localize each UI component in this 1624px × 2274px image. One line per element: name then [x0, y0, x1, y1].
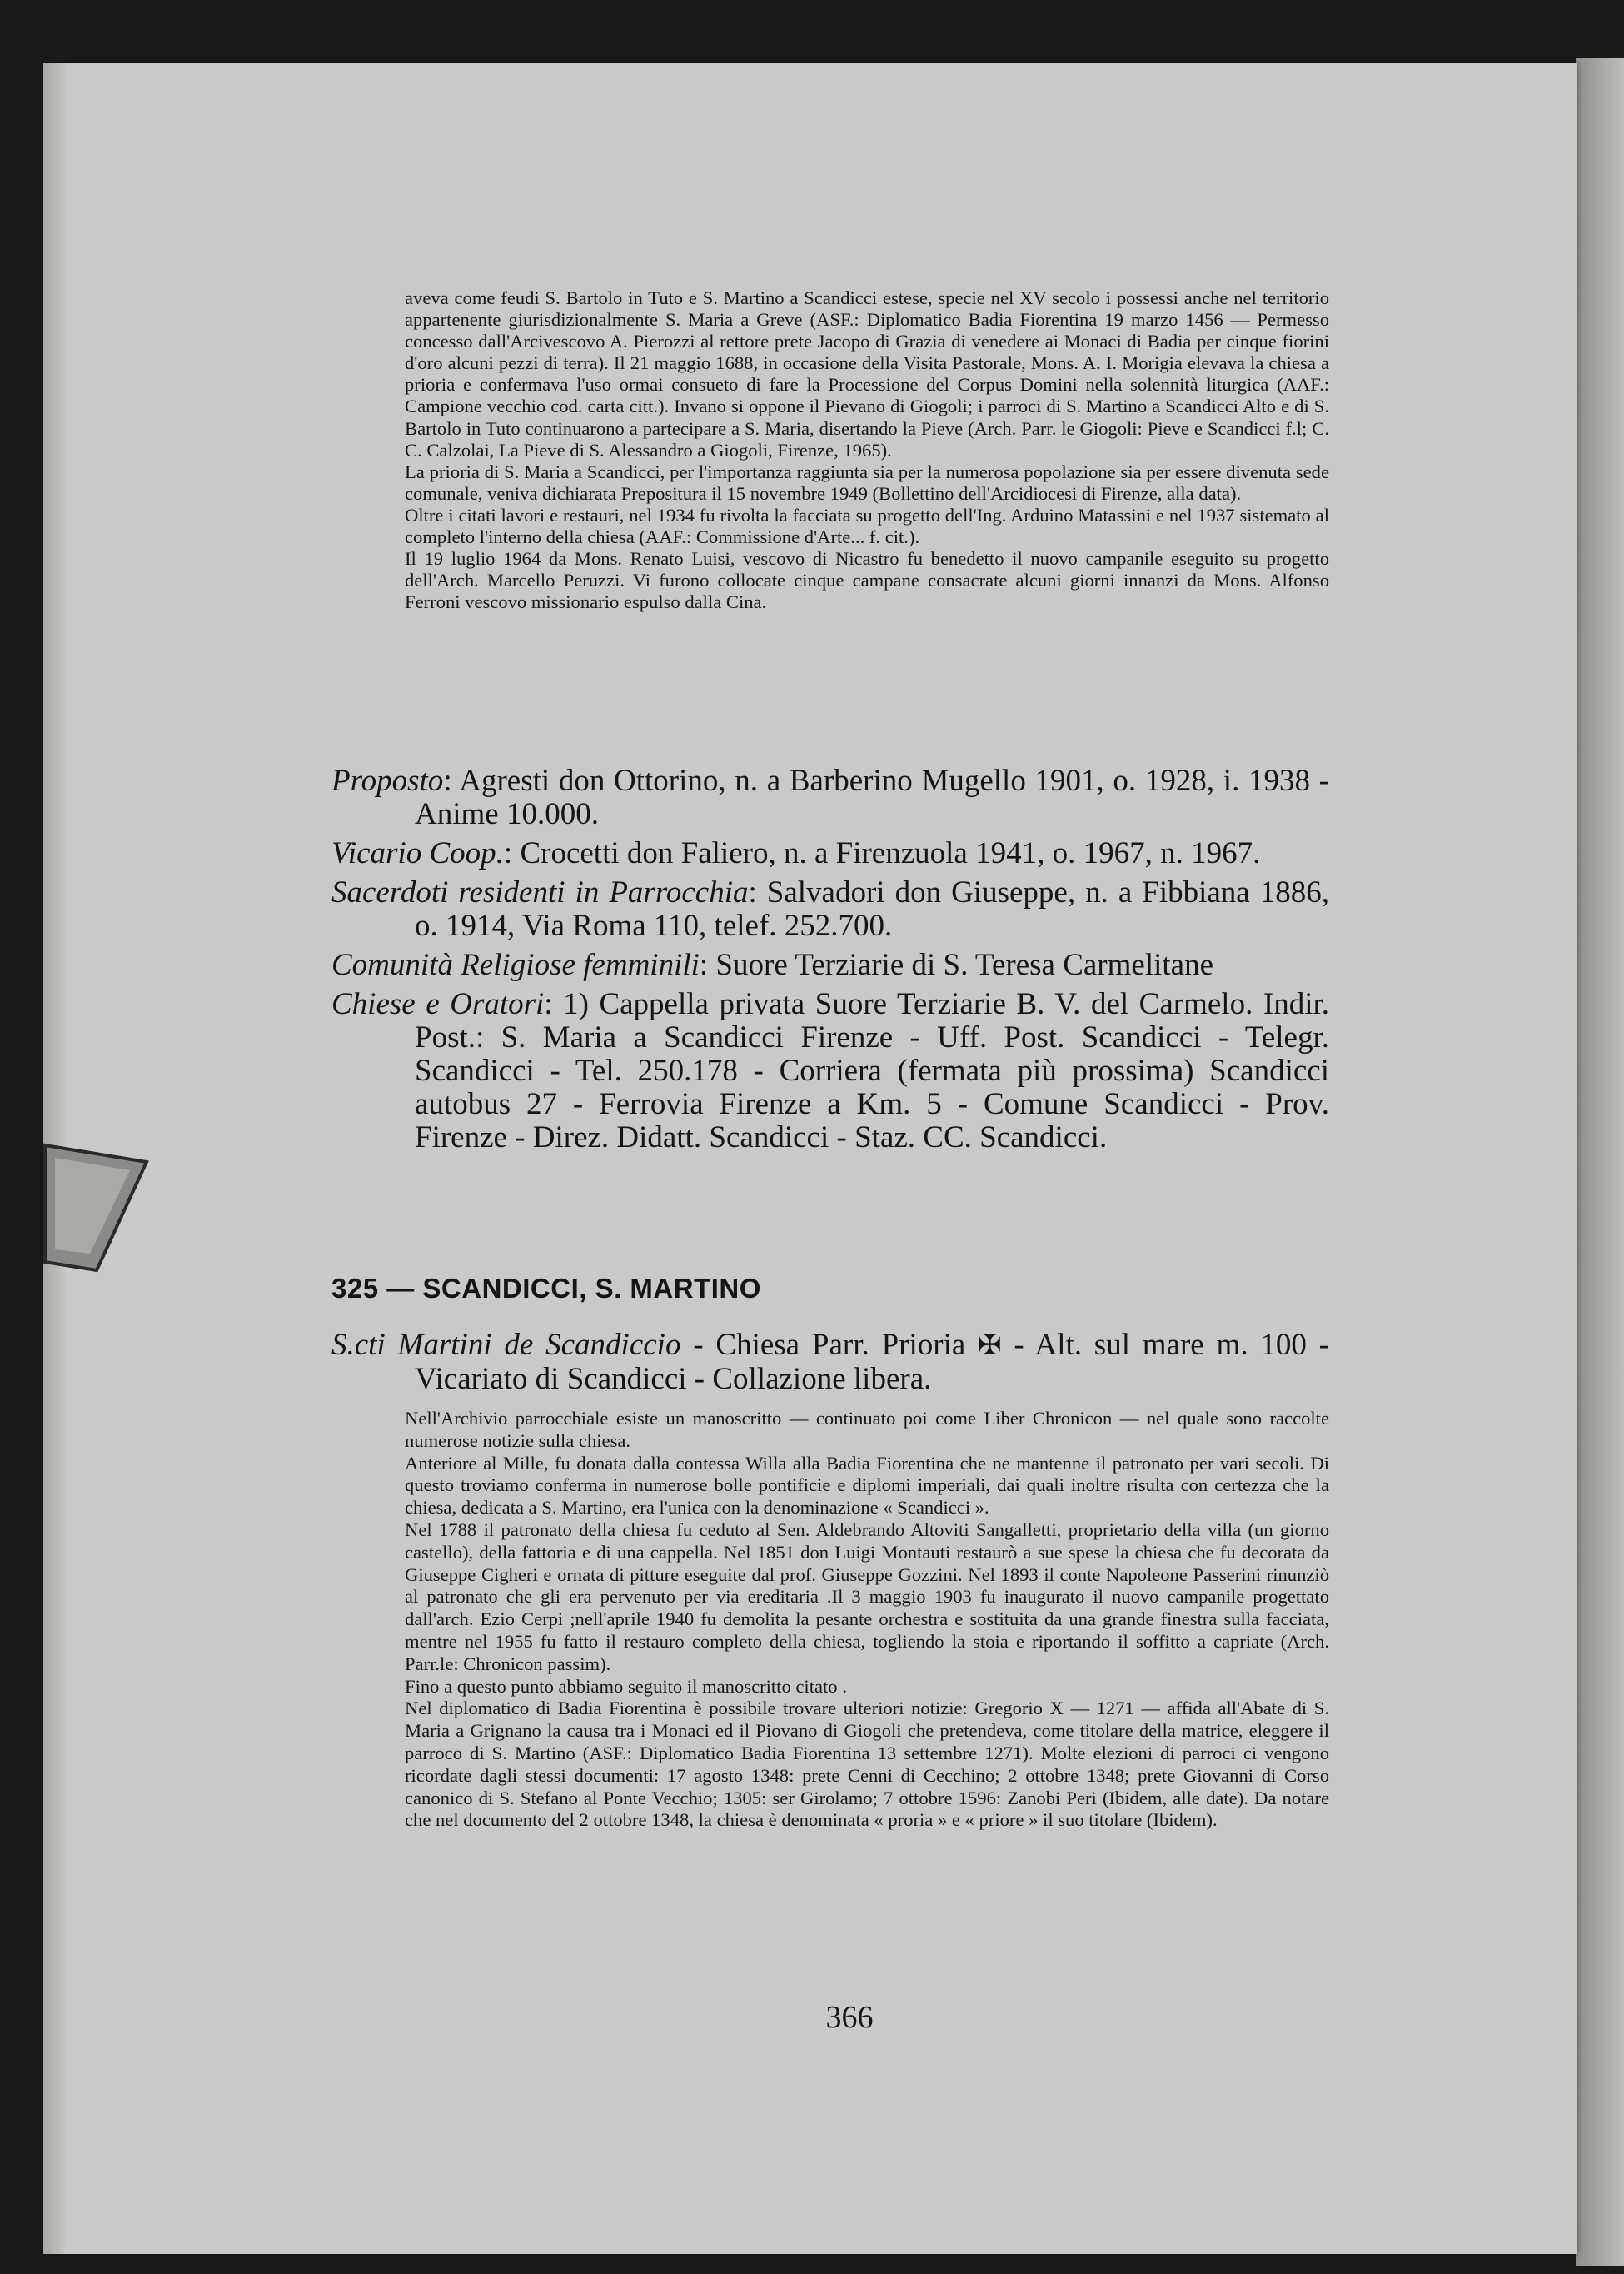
parish-header-line: [331, 1329, 1329, 1396]
history-paragraph: Nell'Archivio parrocchiale esiste un manoscritto — continuato poi come Liber Chronicon — nel quale sono raccolte numerose notizie sulla chiesa.: [405, 1408, 1329, 1451]
entry-text: : Crocetti don Faliero, n. a Firenzuola 1941, o. 1967, n. 1967.: [503, 836, 1261, 870]
parish-entries: [331, 765, 1329, 1160]
cross-icon: ✠: [978, 1330, 1002, 1361]
history-paragraph: Nel 1788 il patronato della chiesa fu ceduto al Sen. Aldebrando Altoviti Sangalletti, proprietario della villa (un giorno castello), della fattoria e di una cappella. Nel 1851 don Luigi Montauti restaurò a sue spese la chiesa che fu decorata da Giuseppe Cigheri e ornata di pitture eseguite dal prof. Giuseppe Gozzini. Nel 1893 il conte Napoleone Passerini rinunziò al patronato che gli era pervenuto per via ereditaria .Il 3 maggio 1903 fu inaugurato il nuovo campanile progettato dall'arch. Ezio Cerpi ;nell'aprile 1940 fu demolita la pesante orchestra e sostituita da una grande finestra sulla facciata, mentre nel 1955 fu fatto il restauro completo della chiesa, togliendo la stoia e riportando il soffitto a capriate (Arch. Parr.le: Chronicon passim).: [405, 1518, 1329, 1674]
history-paragraph: Nel diplomatico di Badia Fiorentina è possibile trovare ulteriori notizie: Gregorio X — 1271 — affida all'Abate di S. Maria a Grignano la causa tra i Monaci ed il Piovano di Giogoli che pretendeva, come titolare della matrice, eleggere il parroco di S. Martino (ASF.: Diplomatico Badia Fiorentina 13 settembre 1271). Molte elezioni di parroci ci vengono ricordate dagli stessi documenti: 17 agosto 1348: prete Cenni di Cecchino; 2 ottobre 1348; prete Giovanni di Corso canonico di S. Stefano al Ponte Vecchio; 1305: ser Girolamo; 7 ottobre 1596: Zanobi Peri (Ibidem, alle date). Da notare che nel documento del 2 ottobre 1348, la chiesa è denominata « proria » e « priore » il suo titolare (Ibidem).: [405, 1698, 1329, 1831]
entry-label: Vicario Coop.: [331, 836, 504, 870]
parish-details: - Alt. sul mare m. 100 - Vicariato di Scandicci - Collazione libera.: [415, 1328, 1329, 1396]
entry-text: : Suore Terziarie di S. Teresa Carmelitane: [699, 948, 1214, 982]
history-paragraph: Fino a questo punto abbiamo seguito il manoscritto citato .: [405, 1675, 847, 1697]
entry-label: Comunità Religiose femminili: [331, 948, 700, 982]
parish-latin-name: S.cti Martini de Scandiccio: [331, 1328, 681, 1362]
entry-label: Sacerdoti residenti in Parrocchia: [331, 875, 749, 910]
plastic-clip-tab: [38, 1129, 155, 1279]
intro-paragraph: La prioria di S. Maria a Scandicci, per l'importanza raggiunta sia per la numerosa popolazione sia per essere divenuta sede comunale, veniva dichiarata Prepositura il 15 novembre 1949 (Bollettino dell'Arcidiocesi di Firenze, alla data).: [405, 461, 1329, 504]
intro-text-block: [405, 287, 1329, 613]
history-text-block: [405, 1408, 1329, 1832]
section-heading: 325 — SCANDICCI, S. MARTINO: [331, 1273, 761, 1304]
entry-comunita: [331, 949, 1329, 982]
entry-proposto: [331, 765, 1329, 831]
entry-label: Proposto: [331, 764, 444, 798]
adjacent-page-edge: [1576, 58, 1624, 2266]
entry-chiese: [331, 988, 1329, 1154]
entry-text: : 1) Cappella privata Suore Terziarie B. V. del Carmelo. Indir. Post.: S. Maria a Scandicci Firenze - Uff. Post. Scandicci - Telegr. Scandicci - Tel. 250.178 - Corriera (fermata più prossima) Scandicci autobus 27 - Ferrovia Firenze a Km. 5 - Comune Scandicci - Prov. Firenze - Direz. Didatt. Scandicci - Staz. CC. Scandicci.: [415, 987, 1330, 1154]
parish-type: - Chiesa Parr. Prioria: [680, 1328, 979, 1362]
entry-vicario: [331, 837, 1329, 870]
page-number: 366: [825, 2000, 874, 2035]
intro-paragraph: Oltre i citati lavori e restauri, nel 1934 fu rivolta la facciata su progetto dell'Ing. Arduino Matassini e nel 1937 sistemato al completo l'interno della chiesa (AAF.: Commissione d'Arte... f. cit.).: [405, 504, 1329, 548]
entry-text: : Salvadori don Giuseppe, n. a Fibbiana 1886, o. 1914, Via Roma 110, telef. 252.700.: [415, 875, 1329, 943]
history-paragraph: Anteriore al Mille, fu donata dalla contessa Willa alla Badia Fiorentina che ne mantenne il patronato per vari secoli. Di questo troviamo conferma in numerose bolle pontificie e diplomi imperiali, dai quali inoltre risulta con certezza che la chiesa, dedicata a S. Martino, era l'unica con la denominazione « Scandicci ».: [405, 1452, 1329, 1518]
entry-text: : Agresti don Ottorino, n. a Barberino Mugello 1901, o. 1928, i. 1938 - Anime 10.000.: [415, 764, 1329, 831]
intro-paragraph: Il 19 luglio 1964 da Mons. Renato Luisi, vescovo di Nicastro fu benedetto il nuovo campanile eseguito su progetto dell'Arch. Marcello Peruzzi. Vi furono collocate cinque campane consacrate alcuni giorni innanzi da Mons. Alfonso Ferroni vescovo missionario espulso dalla Cina.: [405, 548, 1329, 613]
intro-paragraph: aveva come feudi S. Bartolo in Tuto e S. Martino a Scandicci estese, specie nel XV secolo i possessi anche nel territorio appartenente giurisdizionalmente S. Maria a Greve (ASF.: Diplomatico Badia Fiorentina 19 marzo 1456 — Permesso concesso dall'Arcivescovo A. Pierozzi al rettore prete Jacopo di Grazia di venedere ai Monaci di Badia per cinque fiorini d'oro alcuni pezzi di terra). Il 21 maggio 1688, in occasione della Visita Pastorale, Mons. A. I. Morigia elevava la chiesa a prioria e confermava l'uso ormai consueto di fare la Processione del Corpus Domini nella solennità liturgica (AAF.: Campione vecchio cod. carta citt.). Invano si oppone il Pievano di Giogoli; i parroci di S. Martino a Scandicci Alto e di S. Bartolo in Tuto continuarono a partecipare a S. Maria, disertando la Pieve (Arch. Parr. le Giogoli: Pieve e Scandicci f.l; C. C. Calzolai, La Pieve di S. Alessandro a Giogoli, Firenze, 1965).: [405, 287, 1329, 461]
entry-label: Chiese e Oratori: [331, 987, 545, 1021]
entry-sacerdoti: [331, 876, 1329, 943]
parish-header: [331, 1329, 1329, 1402]
